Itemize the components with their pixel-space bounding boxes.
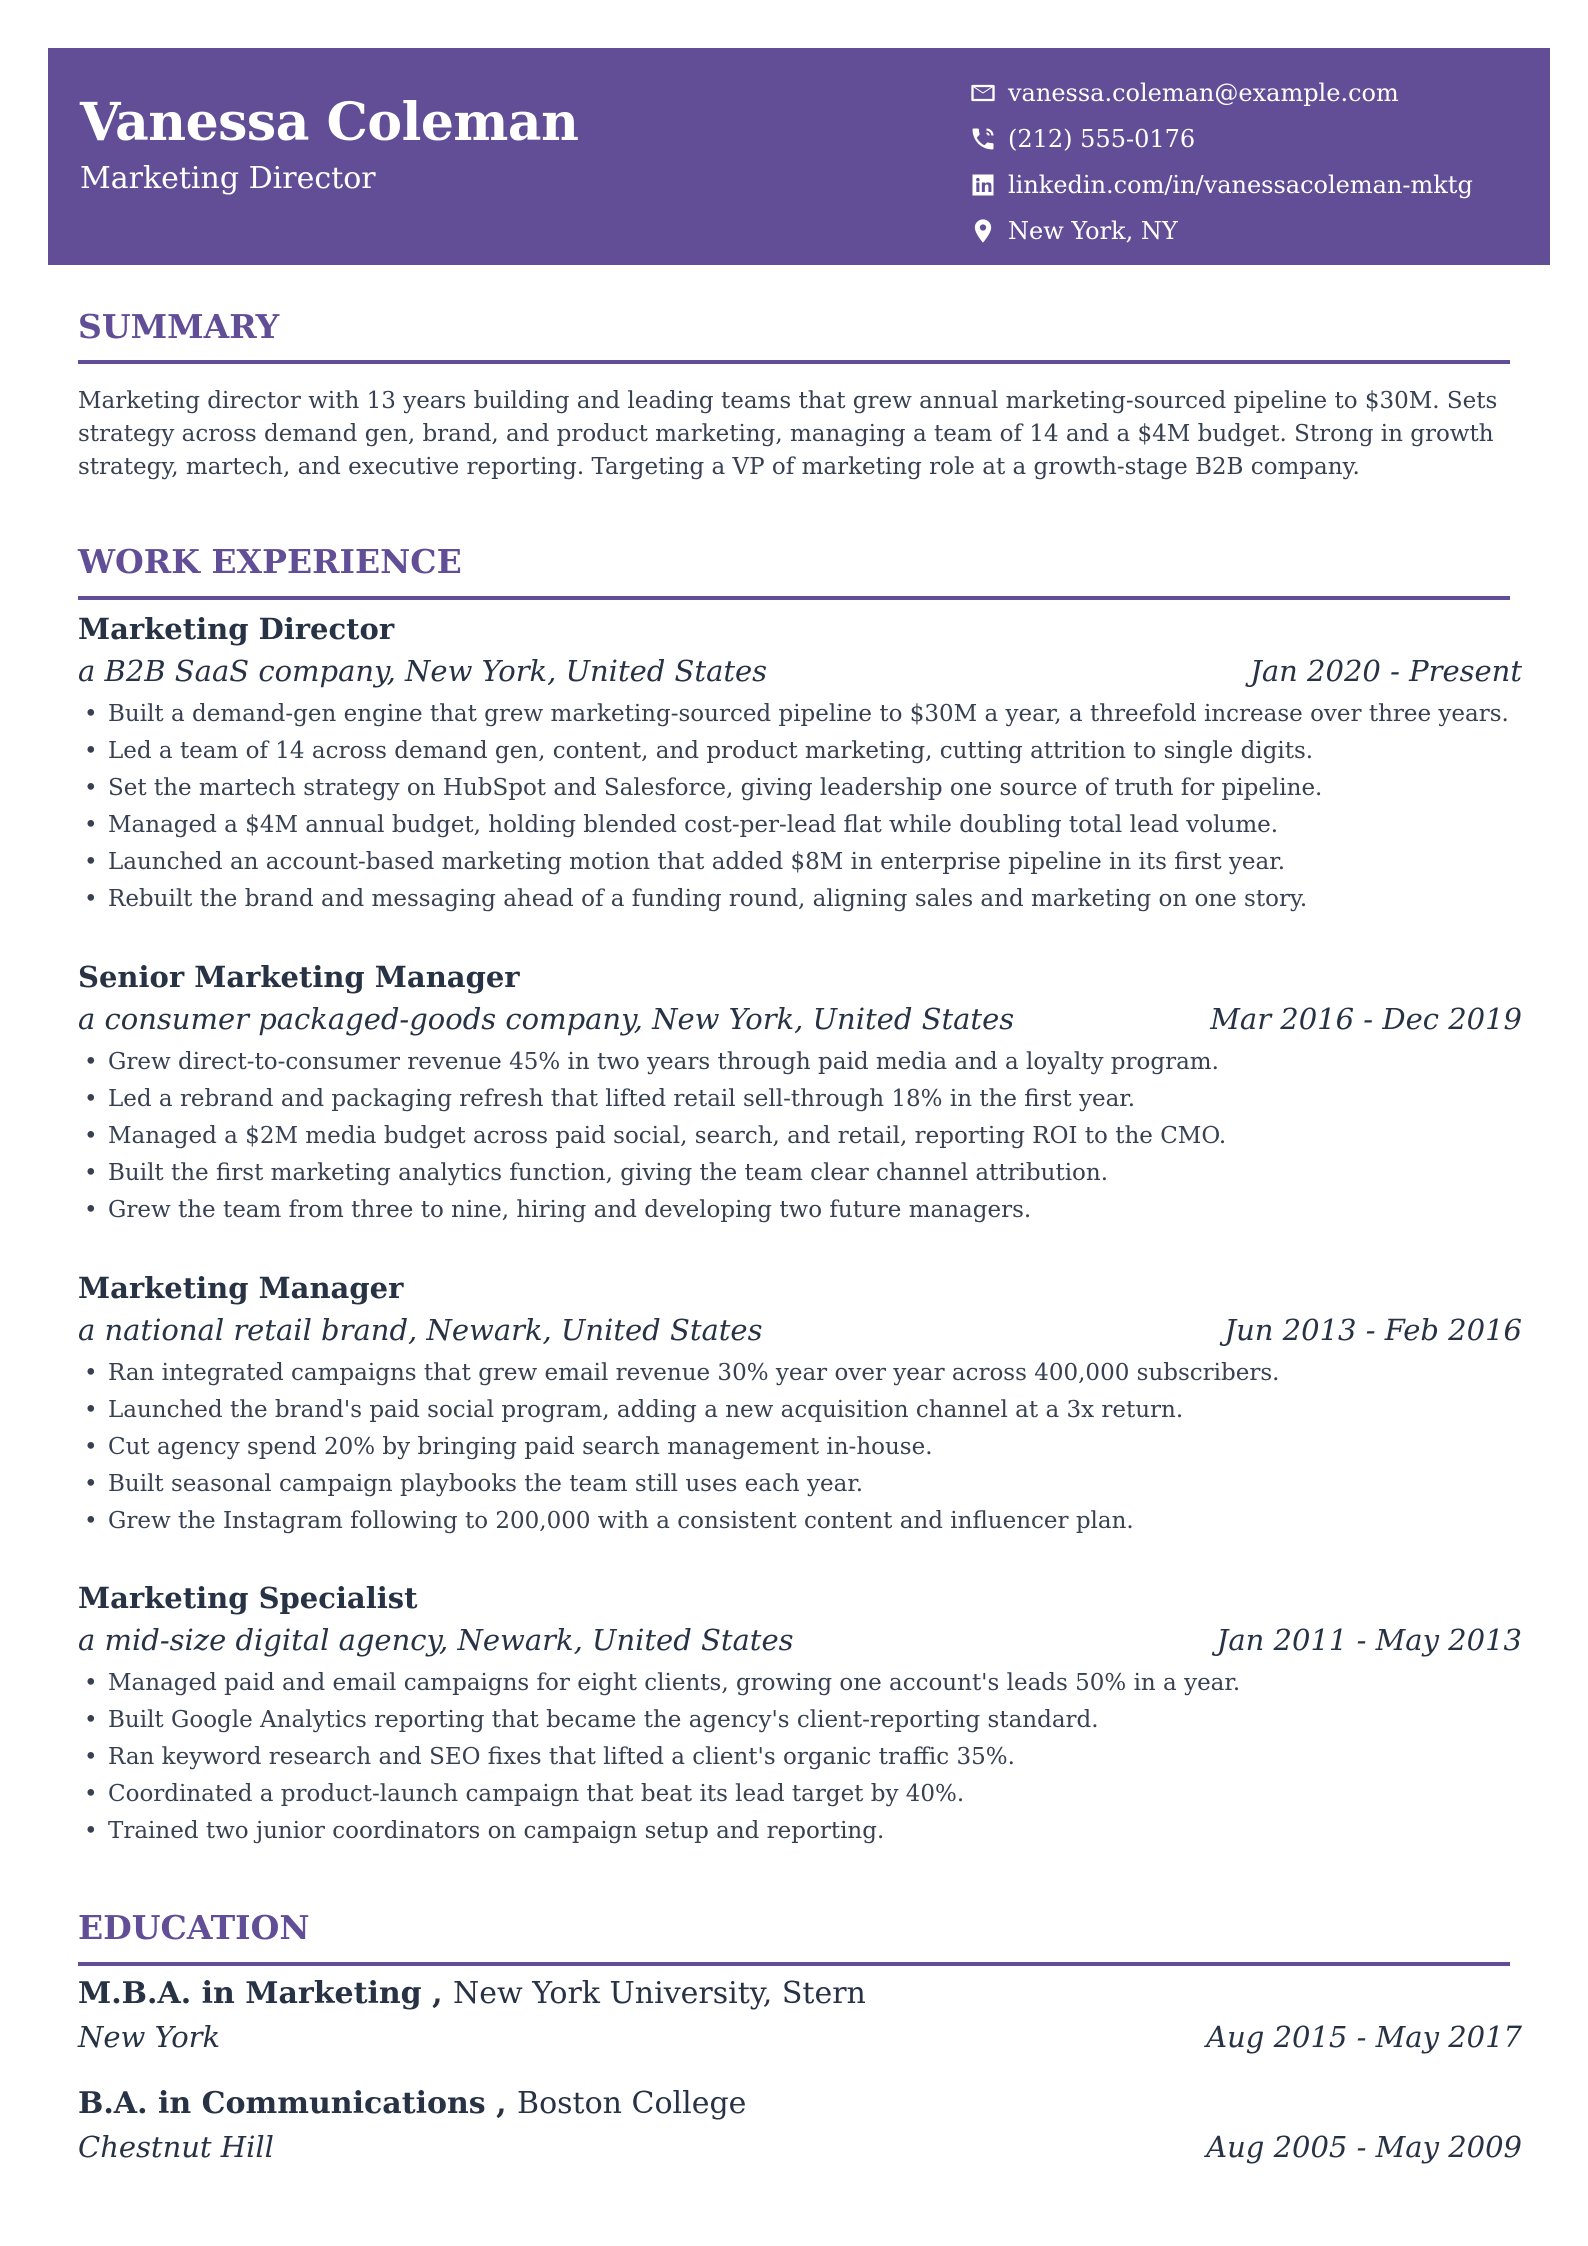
degree-name: M.B.A. in Marketing bbox=[78, 1976, 422, 2011]
education-entry bbox=[78, 1972, 1522, 2058]
job-bullets bbox=[78, 1044, 1522, 1229]
job-dates: Jan 2011 - May 2013 bbox=[1216, 1623, 1522, 1657]
list-item: • Ran integrated campaigns that grew email revenue 30% year over year across 400,000 subscribers. bbox=[78, 1355, 1522, 1392]
list-item: • Launched the brand's paid social program, adding a new acquisition channel at a 3x return. bbox=[78, 1392, 1522, 1429]
job-title: Marketing Specialist bbox=[78, 1581, 418, 1615]
work-experience-heading: WORK EXPERIENCE bbox=[78, 542, 462, 581]
contact-email[interactable] bbox=[968, 70, 1473, 116]
summary-heading: SUMMARY bbox=[78, 307, 280, 346]
degree-separator: , bbox=[485, 2086, 518, 2121]
list-item: • Led a rebrand and packaging refresh that lifted retail sell-through 18% in the first year. bbox=[78, 1081, 1522, 1118]
job-dates: Jun 2013 - Feb 2016 bbox=[1224, 1313, 1522, 1347]
list-item: • Managed a $2M media budget across paid social, search, and retail, reporting ROI to the CMO. bbox=[78, 1118, 1522, 1155]
job-entry bbox=[78, 1267, 1522, 1540]
list-item: • Launched an account-based marketing motion that added $8M in enterprise pipeline in its first year. bbox=[78, 844, 1522, 881]
list-item: • Rebuilt the brand and messaging ahead of a funding round, aligning sales and marketing on one story. bbox=[78, 881, 1522, 918]
list-item: • Managed paid and email campaigns for eight clients, growing one account's leads 50% in a year. bbox=[78, 1665, 1522, 1702]
education-divider bbox=[78, 1962, 1510, 1966]
list-item: • Grew direct-to-consumer revenue 45% in two years through paid media and a loyalty program. bbox=[78, 1044, 1522, 1081]
job-title: Senior Marketing Manager bbox=[78, 960, 520, 994]
school-location: New York bbox=[78, 2020, 221, 2054]
degree-name: B.A. in Communications bbox=[78, 2086, 486, 2121]
degree-separator: , bbox=[421, 1976, 453, 2011]
list-item: • Grew the Instagram following to 200,000 with a consistent content and influencer plan. bbox=[78, 1503, 1522, 1540]
school-location: Chestnut Hill bbox=[78, 2130, 274, 2164]
phone-text: (212) 555-0176 bbox=[1008, 125, 1196, 153]
work-experience-divider bbox=[78, 596, 1510, 600]
contact-linkedin[interactable] bbox=[968, 162, 1473, 208]
contact-list bbox=[968, 70, 1473, 254]
job-bullets bbox=[78, 1665, 1522, 1850]
resume-header bbox=[48, 48, 1550, 265]
job-entry bbox=[78, 956, 1522, 1229]
list-item: • Ran keyword research and SEO fixes that lifted a client's organic traffic 35%. bbox=[78, 1739, 1522, 1776]
job-entry bbox=[78, 1577, 1522, 1850]
education-dates: Aug 2005 - May 2009 bbox=[1206, 2130, 1522, 2164]
job-title: Marketing Director bbox=[78, 612, 395, 646]
email-text: vanessa.coleman@example.com bbox=[1008, 79, 1399, 107]
summary-text: Marketing director with 13 years building and leading teams that grew annual marketing-sourced pipeline to $30M. Sets strategy across demand gen, brand, and product marketing, managing a team of 14 and a $4M budget. Strong in growth strategy, martech, and executive reporting. Targeting a VP of marketing role at a growth-stage B2B company. bbox=[78, 388, 1498, 480]
job-company: a mid-size digital agency, Newark, United States bbox=[78, 1623, 794, 1657]
list-item: • Built the first marketing analytics function, giving the team clear channel attribution. bbox=[78, 1155, 1522, 1192]
job-dates: Mar 2016 - Dec 2019 bbox=[1210, 1002, 1522, 1036]
list-item: • Set the martech strategy on HubSpot and Salesforce, giving leadership one source of truth for pipeline. bbox=[78, 770, 1522, 807]
list-item: • Grew the team from three to nine, hiring and developing two future managers. bbox=[78, 1192, 1522, 1229]
school-name: Boston College bbox=[517, 2086, 747, 2121]
linkedin-icon bbox=[968, 170, 998, 200]
location-pin-icon bbox=[968, 216, 998, 246]
job-company: a consumer packaged-goods company, New York, United States bbox=[78, 1002, 1015, 1036]
education-dates: Aug 2015 - May 2017 bbox=[1206, 2020, 1522, 2054]
job-entry bbox=[78, 608, 1522, 918]
job-dates: Jan 2020 - Present bbox=[1250, 654, 1522, 688]
summary-divider bbox=[78, 360, 1510, 364]
contact-phone[interactable] bbox=[968, 116, 1473, 162]
list-item: • Cut agency spend 20% by bringing paid search management in-house. bbox=[78, 1429, 1522, 1466]
list-item: • Built seasonal campaign playbooks the team still uses each year. bbox=[78, 1466, 1522, 1503]
education-entry bbox=[78, 2082, 1522, 2168]
list-item: • Built Google Analytics reporting that became the agency's client-reporting standard. bbox=[78, 1702, 1522, 1739]
school-name: New York University, Stern bbox=[452, 1976, 866, 2011]
job-bullets bbox=[78, 1355, 1522, 1540]
candidate-role: Marketing Director bbox=[80, 161, 376, 196]
list-item: • Built a demand-gen engine that grew marketing-sourced pipeline to $30M a year, a threefold increase over three years. bbox=[78, 696, 1522, 733]
education-heading: EDUCATION bbox=[78, 1908, 310, 1947]
email-icon bbox=[968, 78, 998, 108]
location-text: New York, NY bbox=[1008, 217, 1178, 245]
linkedin-text: linkedin.com/in/vanessacoleman-mktg bbox=[1008, 171, 1473, 199]
phone-icon bbox=[968, 124, 998, 154]
candidate-name: Vanessa Coleman bbox=[80, 92, 579, 153]
job-bullets bbox=[78, 696, 1522, 918]
list-item: • Led a team of 14 across demand gen, content, and product marketing, cutting attrition to single digits. bbox=[78, 733, 1522, 770]
list-item: • Managed a $4M annual budget, holding blended cost-per-lead flat while doubling total lead volume. bbox=[78, 807, 1522, 844]
contact-location bbox=[968, 208, 1473, 254]
job-company: a national retail brand, Newark, United States bbox=[78, 1313, 763, 1347]
list-item: • Coordinated a product-launch campaign that beat its lead target by 40%. bbox=[78, 1776, 1522, 1813]
list-item: • Trained two junior coordinators on campaign setup and reporting. bbox=[78, 1813, 1522, 1850]
job-company: a B2B SaaS company, New York, United States bbox=[78, 654, 768, 688]
job-title: Marketing Manager bbox=[78, 1271, 404, 1305]
